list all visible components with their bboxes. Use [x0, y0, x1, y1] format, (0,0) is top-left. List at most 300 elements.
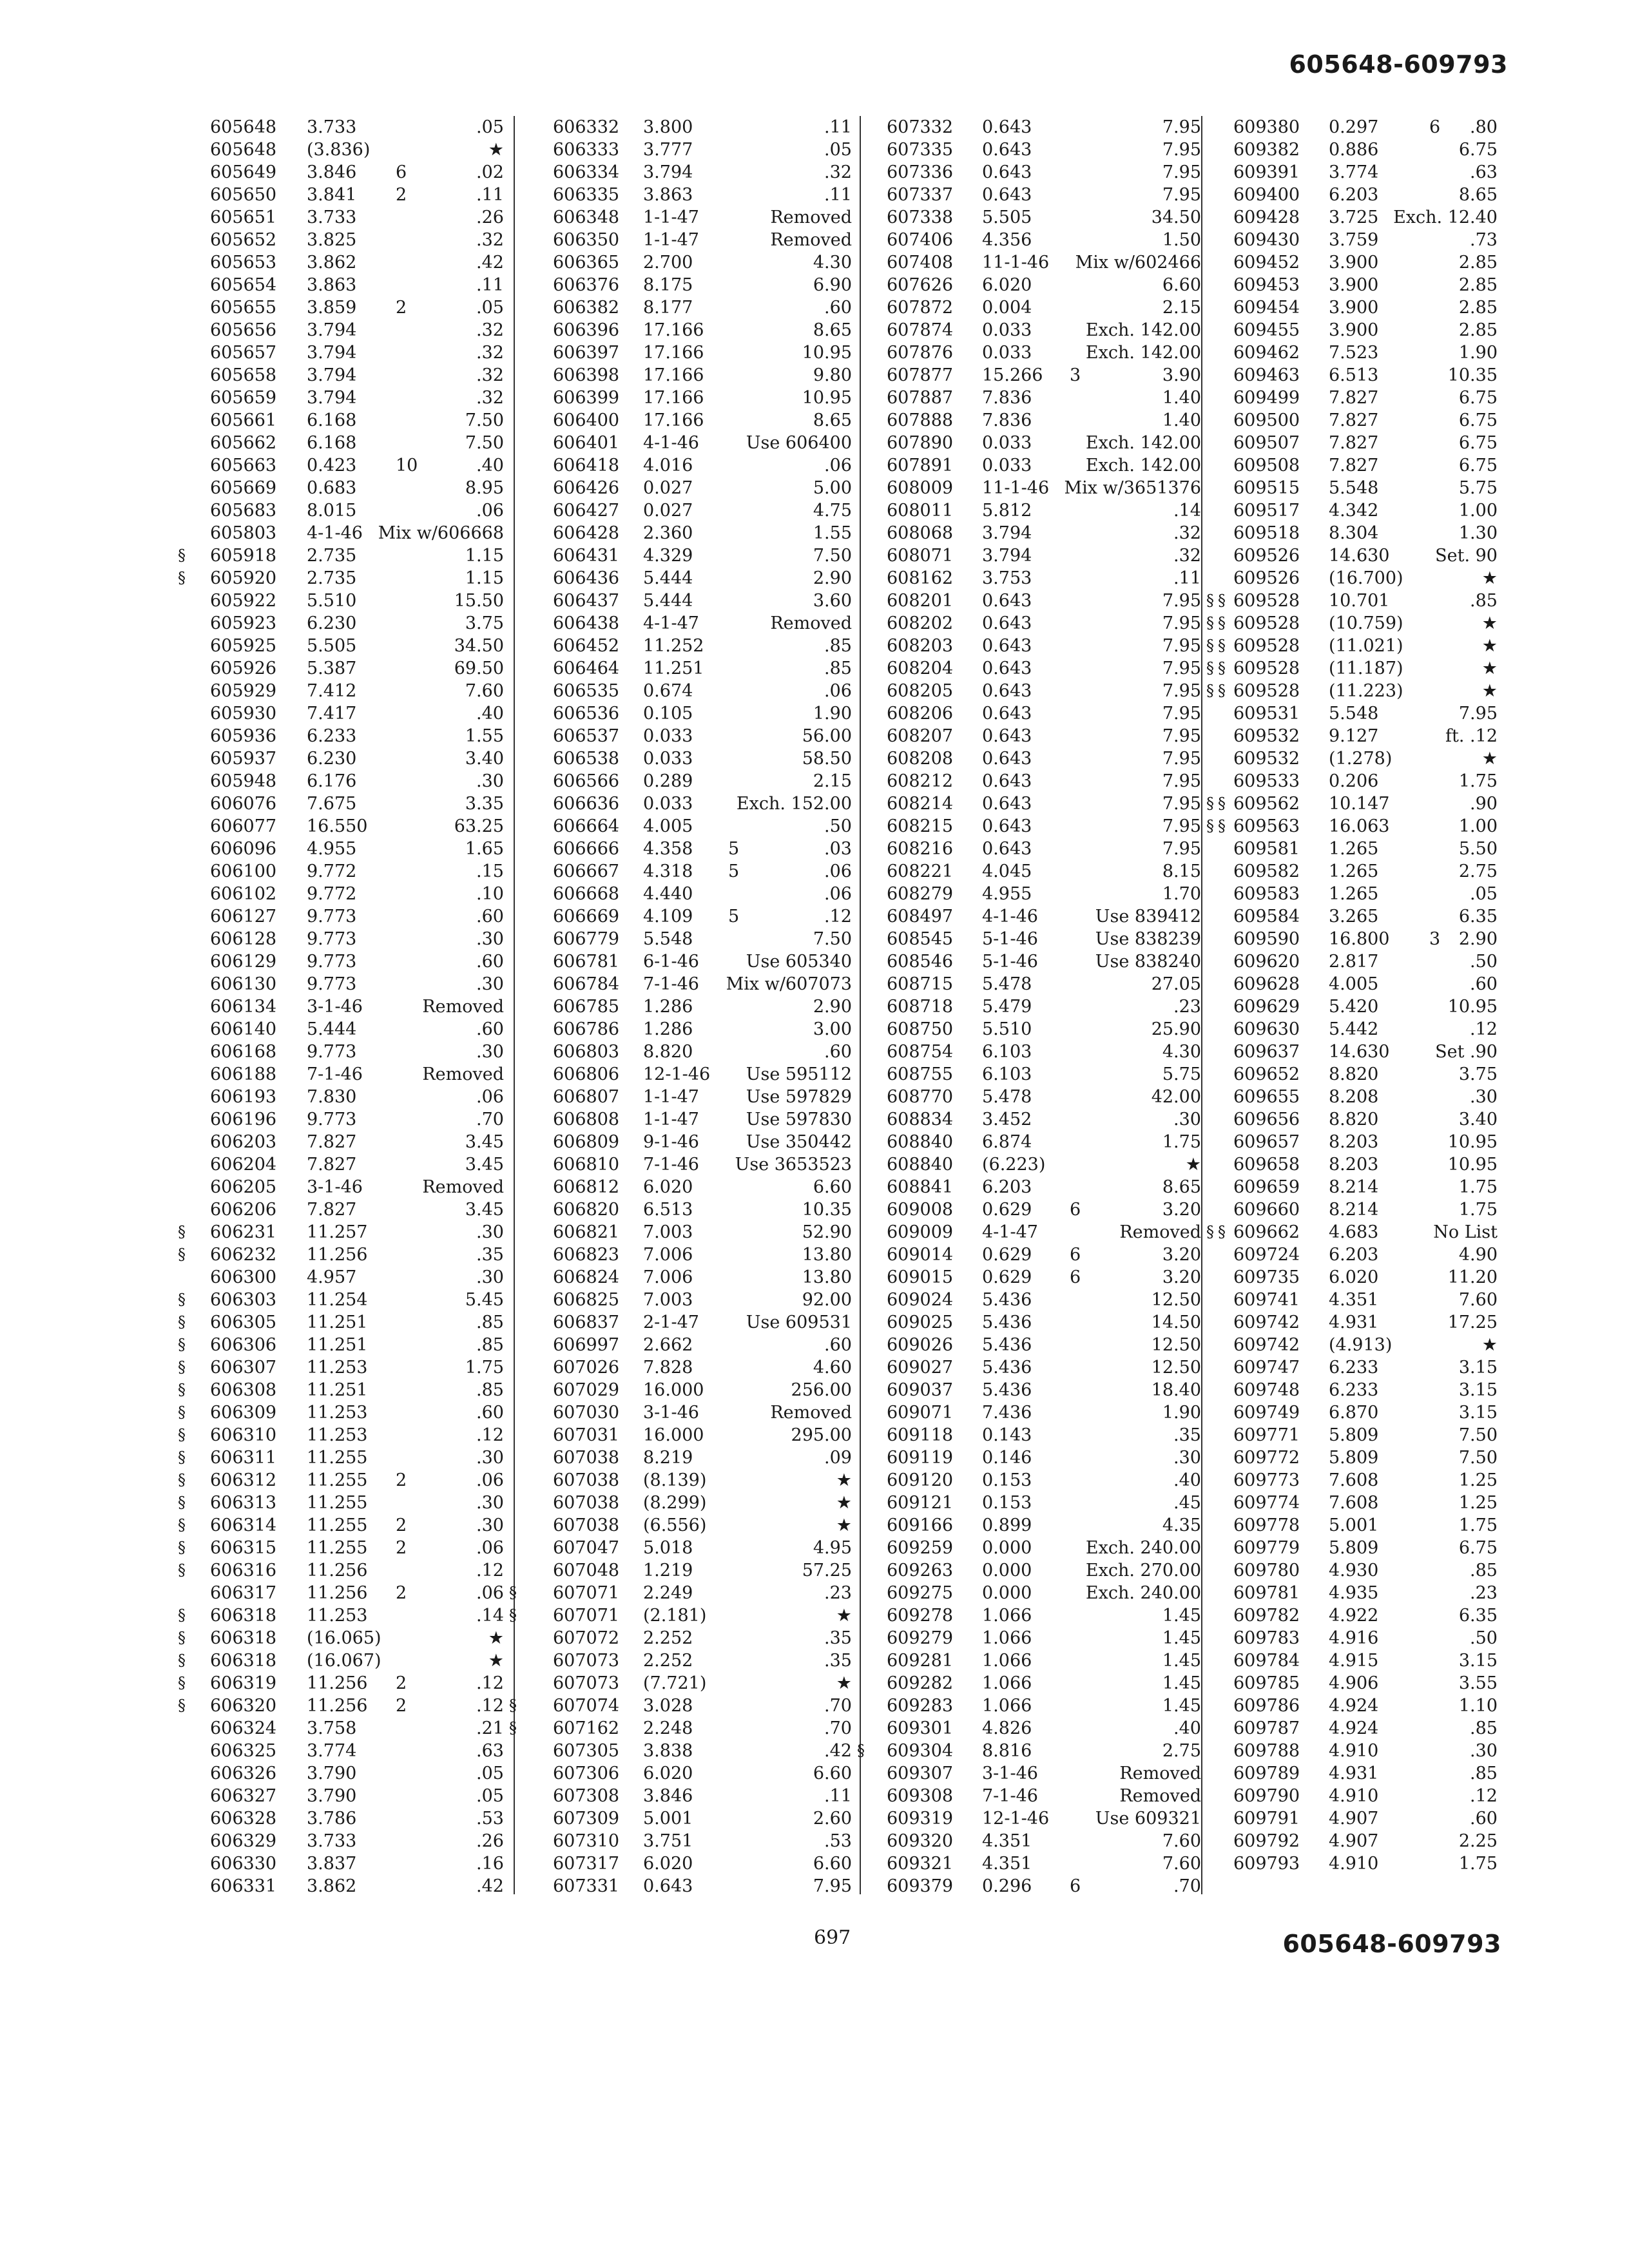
list-price: 1.45 — [1162, 1606, 1201, 1626]
list-item — [501, 1762, 861, 1785]
part-weight: 5.510 — [307, 591, 357, 611]
list-price: .30 — [476, 974, 504, 994]
part-weight: (2.181) — [643, 1606, 707, 1626]
list-item — [501, 1311, 861, 1334]
part-number: 609121 — [887, 1493, 954, 1513]
list-item — [501, 567, 861, 590]
list-price: .11 — [824, 185, 852, 205]
list-item — [501, 635, 861, 657]
part-number: 609582 — [1233, 861, 1300, 881]
page-number: 697 — [814, 1927, 851, 1949]
list-price: 4.90 — [1458, 1245, 1498, 1265]
list-item — [501, 251, 861, 274]
list-item — [845, 1063, 1210, 1086]
list-item — [152, 1717, 517, 1740]
part-weight: 5.505 — [982, 207, 1032, 227]
part-weight: 6.168 — [307, 433, 357, 453]
list-item — [845, 1582, 1210, 1604]
list-item — [152, 341, 513, 364]
list-item — [152, 1063, 513, 1086]
part-weight: 6.230 — [307, 749, 357, 769]
list-price: ★ — [836, 1493, 852, 1513]
list-price: 1.75 — [1458, 1515, 1498, 1535]
part-number: 608202 — [887, 613, 954, 633]
part-number: 609629 — [1233, 997, 1300, 1017]
list-price: 4.60 — [813, 1358, 852, 1378]
part-number: 608212 — [887, 771, 954, 791]
list-price: Set. 90 — [1435, 546, 1498, 566]
list-item — [845, 206, 1210, 229]
list-item — [152, 1740, 513, 1762]
part-weight: 8.203 — [1329, 1155, 1379, 1175]
package-quantity: 6 — [1070, 1267, 1081, 1287]
part-weight: 3.794 — [307, 320, 357, 340]
list-item — [1192, 612, 1534, 635]
list-item — [501, 973, 861, 995]
list-item — [845, 1469, 1210, 1492]
list-item — [501, 1266, 861, 1289]
list-price: 52.90 — [802, 1222, 852, 1242]
part-weight: 5.548 — [643, 929, 693, 949]
part-number: 606232 — [210, 1245, 277, 1265]
part-number: 607337 — [887, 185, 954, 205]
part-number: 607071 — [553, 1583, 620, 1603]
list-price: 2.90 — [813, 568, 852, 588]
part-number: 606329 — [210, 1831, 277, 1851]
part-weight: 10.147 — [1329, 794, 1390, 814]
part-number: 609787 — [1233, 1718, 1300, 1738]
list-price: Removed — [422, 997, 504, 1017]
part-weight: 4.957 — [307, 1267, 357, 1287]
list-item — [501, 725, 861, 747]
section-mark-right: § — [1206, 817, 1214, 835]
part-weight: 3.794 — [982, 546, 1032, 566]
list-item — [845, 1221, 1214, 1244]
part-weight: 2.735 — [307, 546, 357, 566]
part-number: 609657 — [1233, 1132, 1300, 1152]
part-weight: 0.033 — [643, 749, 693, 769]
list-price: .26 — [476, 207, 504, 227]
list-item — [501, 928, 861, 950]
list-price: .02 — [476, 162, 504, 182]
part-weight: 8.219 — [643, 1448, 693, 1468]
list-price: 5.00 — [813, 478, 852, 498]
section-mark: § — [178, 1651, 186, 1669]
section-mark-right: § — [1206, 659, 1214, 677]
part-weight: 5.387 — [307, 658, 357, 678]
list-item — [845, 387, 1210, 409]
package-quantity: 3 — [1070, 365, 1081, 385]
list-item — [845, 1649, 1210, 1672]
list-price: 2.15 — [1162, 298, 1201, 318]
part-number: 606808 — [553, 1110, 620, 1129]
part-weight: 11.252 — [643, 636, 704, 656]
list-item — [845, 139, 1210, 161]
list-price: 1.30 — [1458, 523, 1498, 543]
part-number: 609455 — [1233, 320, 1300, 340]
list-price: .60 — [476, 1019, 504, 1039]
part-number: 606786 — [553, 1019, 620, 1039]
part-number: 608770 — [887, 1087, 954, 1107]
part-weight: 1.066 — [982, 1651, 1032, 1671]
list-price: No List — [1433, 1222, 1498, 1242]
part-number: 609749 — [1233, 1403, 1300, 1423]
part-weight: 2.817 — [1329, 952, 1379, 972]
list-item — [501, 319, 861, 341]
part-weight: 3.900 — [1329, 253, 1379, 273]
list-item — [152, 1627, 513, 1649]
part-number: 606382 — [553, 298, 620, 318]
list-item — [501, 499, 861, 522]
part-number: 607332 — [887, 117, 954, 137]
part-weight: 1-1-47 — [643, 1087, 699, 1107]
part-weight: 6.513 — [643, 1200, 693, 1220]
part-weight: 5.001 — [1329, 1515, 1379, 1535]
part-weight: 0.146 — [982, 1448, 1032, 1468]
part-number: 607030 — [553, 1403, 620, 1423]
part-weight: 4-1-46 — [982, 907, 1038, 927]
part-number: 606315 — [210, 1538, 277, 1558]
part-weight: 3.774 — [307, 1741, 357, 1761]
list-item — [845, 883, 1210, 905]
part-number: 609027 — [887, 1358, 954, 1378]
part-number: 608546 — [887, 952, 954, 972]
list-price: 3.40 — [1458, 1110, 1498, 1129]
list-price: 7.50 — [1458, 1425, 1498, 1445]
part-number: 609009 — [887, 1222, 954, 1242]
part-weight: 7-1-46 — [643, 1155, 699, 1175]
part-weight: (10.759) — [1329, 613, 1403, 633]
part-number: 606076 — [210, 794, 277, 814]
list-price: 6.75 — [1458, 410, 1498, 430]
list-price: 57.25 — [802, 1561, 852, 1581]
list-price: 7.60 — [1162, 1854, 1201, 1874]
list-price: 7.95 — [1162, 816, 1201, 836]
list-item — [1192, 657, 1534, 680]
part-number: 607073 — [553, 1651, 620, 1671]
list-price: Exch. 142.00 — [1085, 456, 1201, 476]
list-price: .12 — [476, 1561, 504, 1581]
list-item — [845, 341, 1210, 364]
list-item — [1192, 1582, 1534, 1604]
list-item — [501, 1244, 861, 1266]
list-item — [1192, 680, 1534, 702]
part-number: 605930 — [210, 704, 277, 724]
part-number: 609637 — [1233, 1042, 1300, 1062]
list-price: .30 — [476, 929, 504, 949]
part-number: 609015 — [887, 1267, 954, 1287]
part-weight: 0.153 — [982, 1493, 1032, 1513]
part-weight: 4-1-47 — [982, 1222, 1038, 1242]
list-price: ★ — [1481, 613, 1498, 633]
part-weight: 3.790 — [307, 1786, 357, 1806]
part-weight: 11.256 — [307, 1583, 368, 1603]
list-price: .60 — [824, 1335, 852, 1355]
list-item — [501, 1649, 861, 1672]
part-number: 608011 — [887, 501, 954, 521]
part-weight: 3.859 — [307, 298, 357, 318]
list-price: ★ — [488, 140, 504, 160]
list-price: Removed — [1119, 1222, 1201, 1242]
list-item — [1192, 251, 1534, 274]
list-price: 58.50 — [802, 749, 852, 769]
list-item — [152, 657, 513, 680]
part-weight: 7.830 — [307, 1087, 357, 1107]
list-price: 7.95 — [1162, 636, 1201, 656]
list-item — [501, 1334, 861, 1356]
list-price: Removed — [422, 1064, 504, 1084]
part-weight: 16.800 — [1329, 929, 1390, 949]
part-weight: 4.910 — [1329, 1786, 1379, 1806]
part-weight: 5.812 — [982, 501, 1032, 521]
list-price: .06 — [476, 1538, 504, 1558]
part-weight: 2.700 — [643, 253, 693, 273]
part-weight: 5.809 — [1329, 1448, 1379, 1468]
part-number: 608718 — [887, 997, 954, 1017]
part-weight: 3.790 — [307, 1763, 357, 1783]
list-item — [845, 657, 1214, 680]
list-price: 1.75 — [1458, 1177, 1498, 1197]
list-item — [1192, 1086, 1534, 1108]
section-mark: § — [178, 1696, 186, 1715]
list-price: 10.95 — [802, 343, 852, 363]
part-weight: 4.318 — [643, 861, 693, 881]
list-price: 6.60 — [813, 1177, 852, 1197]
list-price: 18.40 — [1151, 1380, 1201, 1400]
part-number: 606824 — [553, 1267, 620, 1287]
list-price: 14.50 — [1151, 1312, 1201, 1332]
list-price: 3.45 — [465, 1155, 504, 1175]
list-item — [1192, 1334, 1534, 1356]
list-item — [845, 725, 1210, 747]
part-weight: 0.643 — [982, 704, 1032, 724]
part-weight: 7.608 — [1329, 1493, 1379, 1513]
part-number: 606396 — [553, 320, 620, 340]
list-price: .11 — [824, 117, 852, 137]
part-weight: 6.233 — [1329, 1380, 1379, 1400]
list-price: 1.45 — [1162, 1628, 1201, 1648]
package-quantity: 6 — [396, 162, 407, 182]
list-price: Mix w/3651376 — [1064, 478, 1201, 498]
part-weight: 6.020 — [643, 1854, 693, 1874]
part-number: 606204 — [210, 1155, 277, 1175]
list-price: Removed — [770, 207, 852, 227]
list-item — [152, 1289, 513, 1311]
list-price: .06 — [476, 1583, 504, 1603]
list-price: 1.15 — [465, 546, 504, 566]
part-number: 609024 — [887, 1290, 954, 1310]
part-number: 609320 — [887, 1831, 954, 1851]
part-weight: 6.020 — [982, 275, 1032, 295]
part-number: 606431 — [553, 546, 620, 566]
part-number: 608715 — [887, 974, 954, 994]
list-price: 3.00 — [813, 1019, 852, 1039]
list-price: Exch. 270.00 — [1085, 1561, 1201, 1581]
part-weight: 3.753 — [982, 568, 1032, 588]
part-number: 609620 — [1233, 952, 1300, 972]
part-weight: 4.907 — [1329, 1831, 1379, 1851]
list-item — [845, 815, 1214, 838]
section-mark-right: § — [1206, 1223, 1214, 1241]
part-weight: 4.342 — [1329, 501, 1379, 521]
part-number: 606206 — [210, 1200, 277, 1220]
part-weight: 3-1-46 — [643, 1403, 699, 1423]
part-number: 606397 — [553, 343, 620, 363]
list-price: 8.65 — [1162, 1177, 1201, 1197]
part-number: 609771 — [1233, 1425, 1300, 1445]
part-number: 606303 — [210, 1290, 277, 1310]
list-price: 6.60 — [813, 1763, 852, 1783]
list-price: ★ — [488, 1628, 504, 1648]
part-number: 606350 — [553, 230, 620, 250]
list-price: .06 — [476, 1087, 504, 1107]
part-number: 609430 — [1233, 230, 1300, 250]
list-price: 56.00 — [802, 726, 852, 746]
part-weight: 6.233 — [307, 726, 357, 746]
part-number: 609783 — [1233, 1628, 1300, 1648]
part-weight: 0.027 — [643, 501, 693, 521]
list-price: 7.95 — [1162, 658, 1201, 678]
list-price: 12.50 — [1151, 1358, 1201, 1378]
part-number: 608216 — [887, 839, 954, 859]
list-item — [501, 1424, 861, 1446]
list-item — [152, 838, 513, 860]
list-item — [845, 1153, 1210, 1176]
page-range-header: 605648-609793 — [1289, 50, 1508, 79]
part-weight: 11.255 — [307, 1493, 368, 1513]
list-item — [501, 274, 861, 296]
list-item — [152, 635, 513, 657]
part-weight: (16.065) — [307, 1628, 381, 1648]
list-price: 1.45 — [1162, 1673, 1201, 1693]
list-price: .53 — [824, 1831, 852, 1851]
part-number: 609781 — [1233, 1583, 1300, 1603]
part-weight: 1-1-47 — [643, 207, 699, 227]
list-price: ★ — [1481, 681, 1498, 701]
part-number: 605663 — [210, 456, 277, 476]
list-price: 92.00 — [802, 1290, 852, 1310]
list-price: 4.95 — [813, 1538, 852, 1558]
list-price: .40 — [1173, 1470, 1201, 1490]
list-price: .06 — [824, 456, 852, 476]
part-weight: 2.735 — [307, 568, 357, 588]
part-number: 606332 — [553, 117, 620, 137]
part-number: 607310 — [553, 1831, 620, 1851]
list-price: .12 — [476, 1696, 504, 1716]
part-number: 607308 — [553, 1786, 620, 1806]
list-item — [845, 905, 1210, 928]
part-weight: 5.001 — [643, 1809, 693, 1829]
parts-column-2 — [501, 116, 865, 1898]
part-weight: 4.351 — [982, 1854, 1032, 1874]
list-item — [845, 1717, 1210, 1740]
list-item — [845, 477, 1210, 499]
list-price: 7.95 — [1162, 704, 1201, 724]
part-weight: 0.643 — [982, 613, 1032, 633]
list-price: .05 — [824, 140, 852, 160]
part-weight: 0.033 — [643, 726, 693, 746]
part-weight: 6.230 — [307, 613, 357, 633]
part-weight: 4.924 — [1329, 1718, 1379, 1738]
list-item — [152, 1852, 513, 1875]
part-weight: 0.886 — [1329, 140, 1379, 160]
list-item — [501, 1446, 861, 1469]
part-weight: 9.772 — [307, 861, 357, 881]
list-item — [1192, 1379, 1534, 1401]
list-price: Removed — [770, 1403, 852, 1423]
list-item — [152, 364, 513, 387]
part-number: 609662 — [1233, 1222, 1300, 1242]
list-price: .12 — [476, 1425, 504, 1445]
part-number: 609659 — [1233, 1177, 1300, 1197]
list-price: 12.50 — [1151, 1290, 1201, 1310]
part-weight: 11.256 — [307, 1696, 368, 1716]
section-mark: § — [178, 1245, 186, 1264]
part-weight: 3.777 — [643, 140, 693, 160]
list-item — [845, 1604, 1210, 1627]
parts-column-3 — [845, 116, 1214, 1898]
part-number: 606327 — [210, 1786, 277, 1806]
part-weight: 1.219 — [643, 1561, 693, 1581]
list-item — [501, 1740, 865, 1762]
part-number: 608162 — [887, 568, 954, 588]
section-mark: § — [178, 569, 186, 587]
part-number: 609319 — [887, 1809, 954, 1829]
list-item — [1192, 1289, 1534, 1311]
list-price: 2.85 — [1458, 320, 1498, 340]
part-weight: 2.252 — [643, 1628, 693, 1648]
list-item — [501, 747, 861, 770]
list-price: .06 — [824, 681, 852, 701]
list-item — [845, 1740, 1210, 1762]
list-item — [1192, 184, 1534, 206]
part-number: 606348 — [553, 207, 620, 227]
list-item — [845, 1762, 1210, 1785]
part-number: 606398 — [553, 365, 620, 385]
part-number: 606326 — [210, 1763, 277, 1783]
list-item — [845, 635, 1214, 657]
part-weight: 7.836 — [982, 388, 1032, 408]
part-weight: 8.208 — [1329, 1087, 1379, 1107]
part-number: 609014 — [887, 1245, 954, 1265]
list-price: .30 — [476, 1222, 504, 1242]
list-price: 4.30 — [1162, 1042, 1201, 1062]
part-weight: 4.916 — [1329, 1628, 1379, 1648]
part-weight: 0.629 — [982, 1267, 1032, 1287]
part-weight: 5.444 — [307, 1019, 357, 1039]
list-price: Use 605340 — [746, 952, 852, 972]
section-mark: § — [1218, 794, 1226, 812]
part-number: 606168 — [210, 1042, 277, 1062]
part-weight: 3.900 — [1329, 320, 1379, 340]
part-number: 609784 — [1233, 1651, 1300, 1671]
part-number: 606538 — [553, 749, 620, 769]
part-number: 609581 — [1233, 839, 1300, 859]
part-number: 606401 — [553, 433, 620, 453]
section-mark: § — [1218, 614, 1226, 632]
part-number: 609584 — [1233, 907, 1300, 927]
package-quantity: 3 — [1429, 929, 1441, 949]
list-item — [1192, 1649, 1534, 1672]
part-weight: 3.751 — [643, 1831, 693, 1851]
part-weight: 3.794 — [643, 162, 693, 182]
part-weight: 0.643 — [643, 1876, 693, 1896]
list-price: .70 — [476, 1110, 504, 1129]
list-item — [152, 747, 513, 770]
list-item — [501, 1537, 861, 1559]
list-item — [152, 883, 513, 905]
section-mark: § — [178, 1561, 186, 1579]
